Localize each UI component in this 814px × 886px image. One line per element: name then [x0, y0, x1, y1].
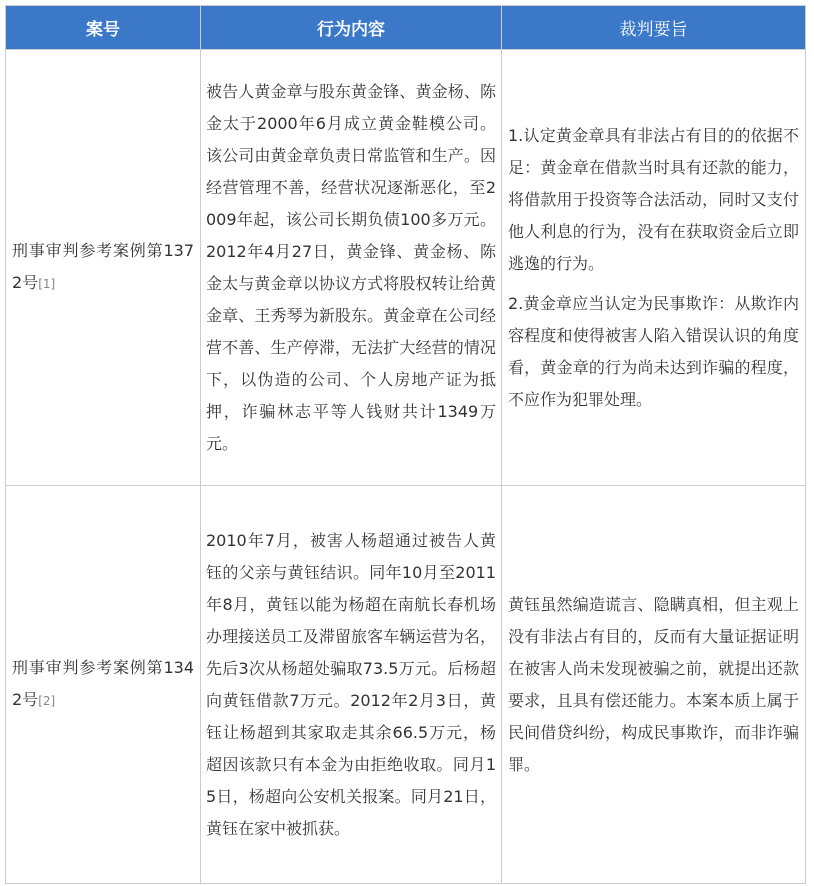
- table-row: [6, 50, 806, 486]
- ruling-paragraph: 黄钰虽然编造谎言、隐瞒真相，但主观上没有非法占有目的，反而有大量证据证明在被害人尚未发现被骗之前，就提出还款要求，且具有偿还能力。本案本质上属于民间借贷纠纷，构成民事欺诈，而非诈骗罪。: [508, 594, 799, 774]
- citation-link[interactable]: [2]: [38, 694, 56, 708]
- case-number-cell: [6, 486, 201, 884]
- header-case-no: 案号: [6, 6, 201, 50]
- citation-link[interactable]: [1]: [38, 277, 56, 291]
- case-number: 刑事审判参考案例第1342号: [12, 658, 194, 709]
- ruling-paragraph: 1.认定黄金章具有非法占有目的的依据不足：黄金章在借款当时具有还款的能力，将借款用于投资等合法活动，同时又支付他人利息的行为，没有在获取资金后立即逃逸的行为。: [508, 125, 799, 273]
- case-number: 刑事审判参考案例第1372号: [12, 241, 194, 292]
- case-table: [5, 5, 806, 884]
- table-row: [6, 486, 806, 884]
- ruling-cell: [502, 50, 806, 486]
- header-ruling: 裁判要旨: [502, 6, 806, 50]
- case-number-cell: [6, 50, 201, 486]
- ruling-paragraph: 2.黄金章应当认定为民事欺诈：从欺诈内容程度和使得被害人陷入错误认识的角度看，黄金章的行为尚未达到诈骗的程度，不应作为犯罪处理。: [508, 293, 799, 409]
- conduct-cell: 2010年7月，被害人杨超通过被告人黄钰的父亲与黄钰结识。同年10月至2011年8月，黄钰以能为杨超在南航长春机场办理接送员工及滞留旅客车辆运营为名，先后3次从杨超处骗取73.5万元。后杨超向黄钰借款7万元。2012年2月3日，黄钰让杨超到其家取走其余66.5万元，杨超因该款只有本金为由拒绝收取。同月15日，杨超向公安机关报案。同月21日，黄钰在家中被抓获。: [201, 486, 502, 884]
- ruling-cell: [502, 486, 806, 884]
- conduct-cell: 被告人黄金章与股东黄金锋、黄金杨、陈金太于2000年6月成立黄金鞋模公司。该公司由黄金章负责日常监管和生产。因经营管理不善，经营状况逐渐恶化，至2009年起，该公司长期负债100多万元。2012年4月27日，黄金锋、黄金杨、陈金太与黄金章以协议方式将股权转让给黄金章、王秀琴为新股东。黄金章在公司经营不善、生产停滞，无法扩大经营的情况下，以伪造的公司、个人房地产证为抵押，诈骗林志平等人钱财共计1349万元。: [201, 50, 502, 486]
- header-conduct: 行为内容: [201, 6, 502, 50]
- table-header-row: [6, 6, 806, 50]
